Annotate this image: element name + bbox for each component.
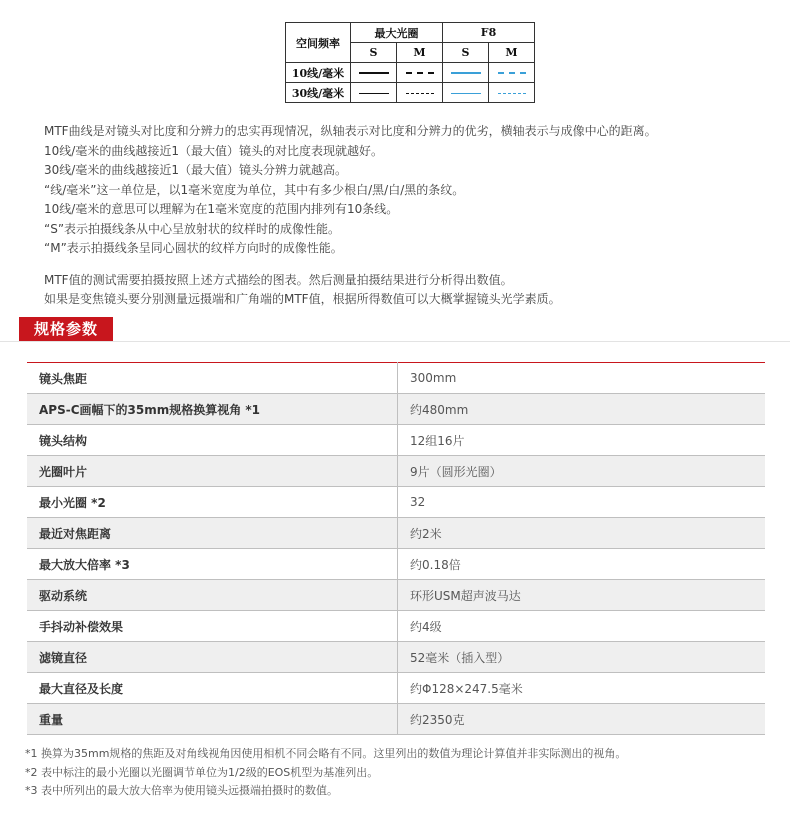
spec-value: 52毫米（插入型） [398, 642, 766, 673]
desc-line: 10线/毫米的意思可以理解为在1毫米宽度的范围内排列有10条线。 [44, 202, 399, 216]
spec-key: 驱动系统 [27, 580, 398, 611]
spec-value: 约4级 [398, 611, 766, 642]
spec-value: 12组16片 [398, 425, 766, 456]
legend-line-dashed-blue-thin [489, 83, 535, 103]
spec-key: 滤镜直径 [27, 642, 398, 673]
table-row [27, 580, 765, 611]
table-row [27, 518, 765, 549]
meridional-header: M [489, 43, 535, 63]
row-10-lines-label: 10线/毫米 [286, 63, 351, 83]
table-row [27, 425, 765, 456]
table-row [27, 704, 765, 735]
f8-header: F8 [443, 23, 535, 43]
table-row [27, 673, 765, 704]
spec-key: 最大放大倍率 *3 [27, 549, 398, 580]
spec-key: APS-C画幅下的35mm规格换算视角 *1 [27, 394, 398, 425]
sagittal-header: S [443, 43, 489, 63]
table-row [27, 363, 765, 394]
desc-line: “M”表示拍摄线条呈同心圆状的纹样方向时的成像性能。 [44, 241, 343, 255]
footnote: *1 换算为35mm规格的焦距及对角线视角因使用相机不同会略有不同。这里列出的数值为理论计算值并非实际测出的视角。 [25, 747, 627, 760]
footnote: *2 表中标注的最小光圈以光圈调节单位为1/2级的EOS机型为基准列出。 [25, 765, 379, 779]
spec-value: 环形USM超声波马达 [398, 580, 766, 611]
spec-key: 光圈叶片 [27, 456, 398, 487]
spec-key: 镜头结构 [27, 425, 398, 456]
desc-line: MTF值的测试需要拍摄按照上述方式描绘的图表。然后测量拍摄结果进行分析得出数值。 [44, 272, 513, 287]
footnotes [25, 745, 785, 801]
legend-line-dashed-black-thin [397, 83, 443, 103]
spec-key: 手抖动补偿效果 [27, 611, 398, 642]
legend-line-solid-black-thin [351, 83, 397, 103]
table-row [27, 549, 765, 580]
specs-table [27, 362, 765, 735]
desc-line: “线/毫米”这一单位是，以1毫米宽度为单位，其中有多少根白/黑/白/黑的条纹。 [44, 182, 465, 197]
section-title: 规格参数 [19, 317, 113, 341]
spec-value: 约0.18倍 [398, 549, 766, 580]
footnote: *3 表中所列出的最大放大倍率为使用镜头远摄端拍摄时的数值。 [25, 784, 338, 797]
meridional-header: M [397, 43, 443, 63]
mtf-legend-table [285, 22, 535, 103]
spec-value: 约2350克 [398, 704, 766, 735]
spec-key: 重量 [27, 704, 398, 735]
table-row [27, 394, 765, 425]
spec-value: 32 [398, 487, 766, 518]
spec-key: 最近对焦距离 [27, 518, 398, 549]
table-row [27, 487, 765, 518]
spec-key: 最小光圈 *2 [27, 487, 398, 518]
spec-value: 9片（圆形光圈） [398, 456, 766, 487]
desc-line: 30线/毫米的曲线越接近1（最大值）镜头分辨力就越高。 [44, 163, 347, 177]
desc-line: 如果是变焦镜头要分别测量远摄端和广角端的MTF值，根据所得数值可以大概掌握镜头光学素质。 [44, 292, 561, 306]
legend-line-dashed-blue-thick [489, 63, 535, 83]
legend-line-solid-black-thick [351, 63, 397, 83]
legend-line-solid-blue-thin [443, 83, 489, 103]
spec-value: 300mm [398, 363, 766, 394]
spatial-frequency-header: 空间频率 [286, 23, 351, 63]
spec-key: 镜头焦距 [27, 363, 398, 394]
row-30-lines-label: 30线/毫米 [286, 83, 351, 103]
desc-line: 10线/毫米的曲线越接近1（最大值）镜头的对比度表现就越好。 [44, 143, 383, 158]
desc-line: MTF曲线是对镜头对比度和分辨力的忠实再现情况，纵轴表示对比度和分辨力的优劣，横轴表示与成像中心的距离。 [44, 124, 657, 138]
spec-value: 约2米 [398, 518, 766, 549]
spec-key: 最大直径及长度 [27, 673, 398, 704]
max-aperture-header: 最大光圈 [351, 23, 443, 43]
table-row [27, 611, 765, 642]
specs-section-header [0, 317, 790, 342]
legend-line-dashed-black-thick [397, 63, 443, 83]
desc-line: “S”表示拍摄线条从中心呈放射状的纹样时的成像性能。 [44, 221, 341, 236]
mtf-description [44, 122, 774, 310]
spec-value: 约480mm [398, 394, 766, 425]
table-row [27, 642, 765, 673]
legend-line-solid-blue-thick [443, 63, 489, 83]
sagittal-header: S [351, 43, 397, 63]
spec-value: 约Φ128×247.5毫米 [398, 673, 766, 704]
table-row [27, 456, 765, 487]
